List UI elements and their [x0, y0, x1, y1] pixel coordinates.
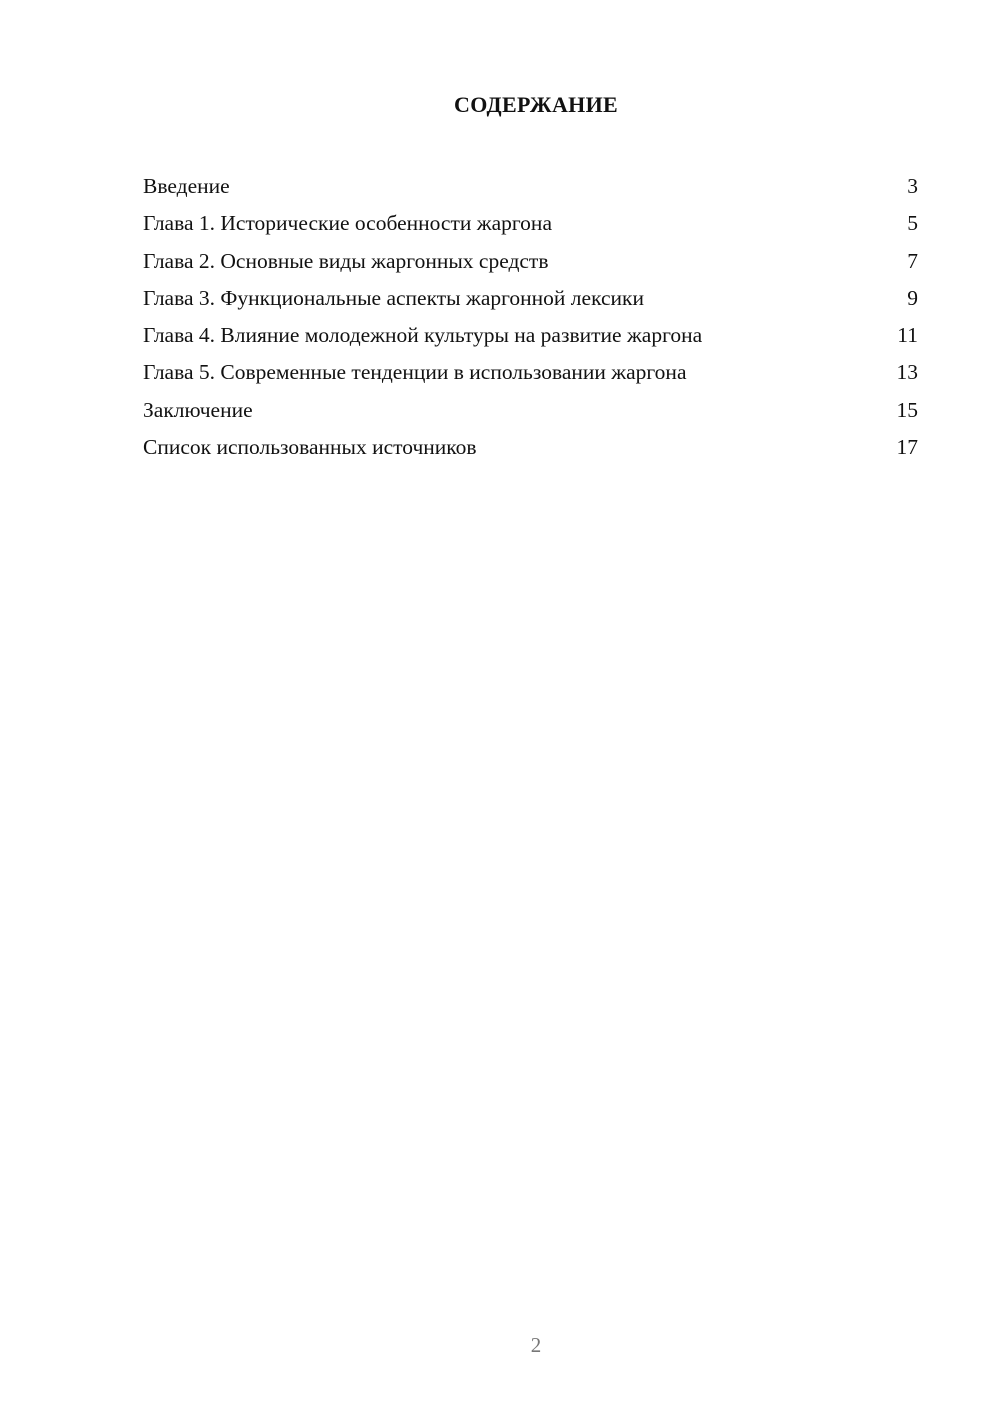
- toc-entry-chapter-3: [143, 280, 918, 317]
- toc-entry-page: 7: [907, 248, 918, 273]
- toc-entry-page: 5: [907, 211, 918, 236]
- toc-heading: СОДЕРЖАНИЕ: [454, 92, 618, 117]
- toc-entry-references: [143, 429, 918, 466]
- toc-entry-page: 9: [907, 285, 918, 310]
- toc-entry-chapter-1: [143, 205, 918, 242]
- toc-entry-page: 11: [897, 323, 918, 348]
- toc-entry-title: Глава 5. Современные тенденции в использовании жаргона: [143, 360, 687, 385]
- toc-entry-title: Глава 4. Влияние молодежной культуры на развитие жаргона: [143, 323, 703, 348]
- toc-entry-chapter-5: [143, 354, 918, 391]
- toc-entry-title: Заключение: [143, 397, 253, 422]
- toc-entry-title: Глава 3. Функциональные аспекты жаргонной лексики: [143, 285, 644, 310]
- toc-list: [143, 168, 918, 466]
- toc-entry-page: 3: [907, 174, 918, 198]
- toc-entry-title: Глава 1. Исторические особенности жаргона: [143, 211, 552, 236]
- toc-entry-introduction: [143, 168, 918, 205]
- toc-entry-title: Введение: [143, 174, 230, 198]
- toc-entry-title: Список использованных источников: [143, 435, 477, 460]
- toc-entry-chapter-4: [143, 317, 918, 354]
- toc-entry-conclusion: [143, 392, 918, 429]
- toc-entry-page: 17: [896, 435, 918, 460]
- toc-entry-page: 13: [896, 360, 918, 385]
- page-number: 2: [530, 1333, 542, 1357]
- toc-entry-chapter-2: [143, 243, 918, 280]
- toc-entry-page: 15: [896, 397, 918, 422]
- toc-entry-title: Глава 2. Основные виды жаргонных средств: [143, 248, 549, 273]
